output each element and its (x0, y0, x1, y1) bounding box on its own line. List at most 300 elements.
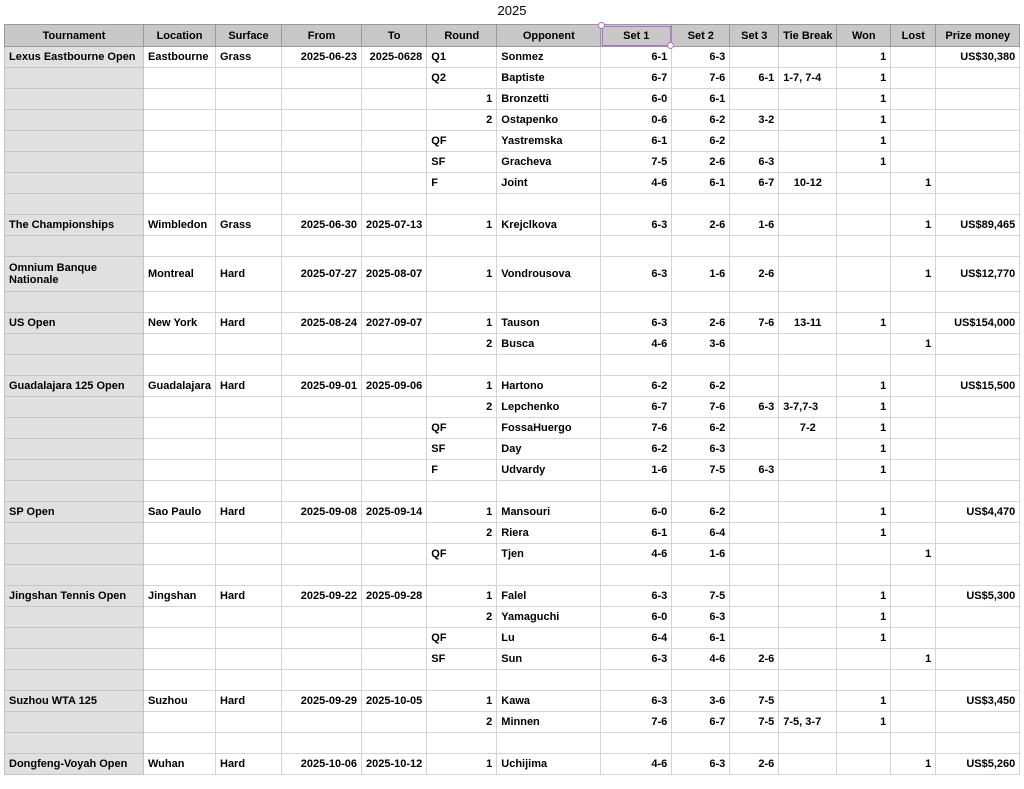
set3-cell[interactable]: 7-5 (730, 691, 779, 712)
prize-money-cell[interactable] (936, 397, 1020, 418)
location-cell[interactable]: Wimbledon (144, 215, 216, 236)
to-date-cell[interactable] (362, 649, 427, 670)
opponent-cell[interactable]: Joint (497, 173, 601, 194)
set2-cell[interactable]: 3-6 (672, 334, 730, 355)
tie-break-cell[interactable] (779, 215, 837, 236)
tournament-cell[interactable] (5, 460, 144, 481)
round-cell[interactable]: 2 (427, 523, 497, 544)
set2-cell[interactable]: 6-1 (672, 628, 730, 649)
tournament-cell[interactable] (5, 649, 144, 670)
set3-cell[interactable] (730, 607, 779, 628)
surface-cell[interactable]: Hard (216, 376, 282, 397)
opponent-cell[interactable]: Gracheva (497, 152, 601, 173)
tournament-cell[interactable] (5, 481, 144, 502)
round-cell[interactable]: QF (427, 418, 497, 439)
tournament-cell[interactable] (5, 523, 144, 544)
column-header-round[interactable]: Round (427, 25, 497, 47)
round-cell[interactable]: Q1 (427, 47, 497, 68)
set3-cell[interactable] (730, 131, 779, 152)
tournament-cell[interactable] (5, 194, 144, 215)
won-cell[interactable]: 1 (837, 152, 891, 173)
from-date-cell[interactable] (282, 355, 362, 376)
to-date-cell[interactable] (362, 110, 427, 131)
surface-cell[interactable] (216, 439, 282, 460)
opponent-cell[interactable] (497, 670, 601, 691)
from-date-cell[interactable] (282, 334, 362, 355)
won-cell[interactable]: 1 (837, 313, 891, 334)
from-date-cell[interactable] (282, 292, 362, 313)
lost-cell[interactable]: 1 (891, 754, 936, 775)
surface-cell[interactable] (216, 607, 282, 628)
tournament-cell[interactable] (5, 152, 144, 173)
prize-money-cell[interactable] (936, 628, 1020, 649)
tie-break-cell[interactable] (779, 152, 837, 173)
set2-cell[interactable]: 2-6 (672, 313, 730, 334)
to-date-cell[interactable] (362, 89, 427, 110)
set2-cell[interactable] (672, 194, 730, 215)
set1-cell[interactable]: 7-6 (601, 418, 672, 439)
set3-cell[interactable] (730, 355, 779, 376)
round-cell[interactable]: QF (427, 131, 497, 152)
column-header-tournament[interactable]: Tournament (5, 25, 144, 47)
set2-cell[interactable]: 6-3 (672, 439, 730, 460)
round-cell[interactable]: 1 (427, 376, 497, 397)
won-cell[interactable] (837, 292, 891, 313)
opponent-cell[interactable] (497, 292, 601, 313)
from-date-cell[interactable] (282, 607, 362, 628)
tournament-cell[interactable] (5, 733, 144, 754)
surface-cell[interactable]: Hard (216, 257, 282, 292)
set2-cell[interactable]: 2-6 (672, 215, 730, 236)
tournament-cell[interactable] (5, 131, 144, 152)
won-cell[interactable] (837, 544, 891, 565)
won-cell[interactable]: 1 (837, 110, 891, 131)
set1-cell[interactable]: 6-7 (601, 68, 672, 89)
to-date-cell[interactable] (362, 68, 427, 89)
tie-break-cell[interactable] (779, 460, 837, 481)
set2-cell[interactable]: 6-2 (672, 418, 730, 439)
column-header-set3[interactable]: Set 3 (730, 25, 779, 47)
prize-money-cell[interactable] (936, 334, 1020, 355)
tie-break-cell[interactable]: 7-2 (779, 418, 837, 439)
surface-cell[interactable] (216, 397, 282, 418)
from-date-cell[interactable]: 2025-08-24 (282, 313, 362, 334)
lost-cell[interactable] (891, 110, 936, 131)
set2-cell[interactable]: 7-5 (672, 586, 730, 607)
set3-cell[interactable]: 6-7 (730, 173, 779, 194)
prize-money-cell[interactable]: US$30,380 (936, 47, 1020, 68)
prize-money-cell[interactable] (936, 670, 1020, 691)
opponent-cell[interactable]: Baptiste (497, 68, 601, 89)
selection-handle-top-left[interactable] (598, 22, 605, 29)
won-cell[interactable]: 1 (837, 712, 891, 733)
from-date-cell[interactable] (282, 194, 362, 215)
prize-money-cell[interactable]: US$5,300 (936, 586, 1020, 607)
set3-cell[interactable] (730, 670, 779, 691)
lost-cell[interactable] (891, 586, 936, 607)
tournament-cell[interactable] (5, 565, 144, 586)
lost-cell[interactable] (891, 460, 936, 481)
prize-money-cell[interactable] (936, 544, 1020, 565)
lost-cell[interactable] (891, 712, 936, 733)
surface-cell[interactable] (216, 68, 282, 89)
prize-money-cell[interactable] (936, 355, 1020, 376)
lost-cell[interactable] (891, 89, 936, 110)
tournament-cell[interactable] (5, 355, 144, 376)
set3-cell[interactable] (730, 565, 779, 586)
won-cell[interactable] (837, 565, 891, 586)
surface-cell[interactable] (216, 418, 282, 439)
set2-cell[interactable]: 6-3 (672, 754, 730, 775)
round-cell[interactable]: 1 (427, 502, 497, 523)
tie-break-cell[interactable] (779, 89, 837, 110)
from-date-cell[interactable] (282, 236, 362, 257)
set2-cell[interactable]: 6-1 (672, 89, 730, 110)
location-cell[interactable] (144, 236, 216, 257)
prize-money-cell[interactable] (936, 292, 1020, 313)
surface-cell[interactable] (216, 712, 282, 733)
prize-money-cell[interactable] (936, 565, 1020, 586)
opponent-cell[interactable]: Falel (497, 586, 601, 607)
from-date-cell[interactable]: 2025-06-30 (282, 215, 362, 236)
column-header-location[interactable]: Location (144, 25, 216, 47)
set1-cell[interactable]: 4-6 (601, 754, 672, 775)
from-date-cell[interactable]: 2025-09-08 (282, 502, 362, 523)
set1-cell[interactable]: 6-1 (601, 523, 672, 544)
prize-money-cell[interactable] (936, 110, 1020, 131)
lost-cell[interactable] (891, 313, 936, 334)
from-date-cell[interactable] (282, 460, 362, 481)
from-date-cell[interactable]: 2025-09-29 (282, 691, 362, 712)
set1-cell[interactable]: 6-3 (601, 649, 672, 670)
won-cell[interactable] (837, 215, 891, 236)
location-cell[interactable] (144, 418, 216, 439)
round-cell[interactable]: 2 (427, 334, 497, 355)
tournament-cell[interactable] (5, 712, 144, 733)
set2-cell[interactable]: 2-6 (672, 152, 730, 173)
set2-cell[interactable]: 6-3 (672, 47, 730, 68)
lost-cell[interactable] (891, 565, 936, 586)
set3-cell[interactable] (730, 481, 779, 502)
won-cell[interactable] (837, 194, 891, 215)
from-date-cell[interactable]: 2025-10-06 (282, 754, 362, 775)
prize-money-cell[interactable] (936, 418, 1020, 439)
column-header-to[interactable]: To (362, 25, 427, 47)
set3-cell[interactable]: 2-6 (730, 257, 779, 292)
set3-cell[interactable] (730, 523, 779, 544)
to-date-cell[interactable]: 2027-09-07 (362, 313, 427, 334)
round-cell[interactable] (427, 565, 497, 586)
set1-cell[interactable]: 7-5 (601, 152, 672, 173)
location-cell[interactable] (144, 733, 216, 754)
won-cell[interactable]: 1 (837, 502, 891, 523)
tie-break-cell[interactable]: 1-7, 7-4 (779, 68, 837, 89)
location-cell[interactable] (144, 670, 216, 691)
surface-cell[interactable] (216, 292, 282, 313)
won-cell[interactable] (837, 334, 891, 355)
set2-cell[interactable] (672, 292, 730, 313)
prize-money-cell[interactable]: US$154,000 (936, 313, 1020, 334)
tournament-cell[interactable]: Dongfeng-Voyah Open (5, 754, 144, 775)
from-date-cell[interactable] (282, 152, 362, 173)
set3-cell[interactable] (730, 334, 779, 355)
tie-break-cell[interactable] (779, 376, 837, 397)
round-cell[interactable]: Q2 (427, 68, 497, 89)
round-cell[interactable]: SF (427, 439, 497, 460)
round-cell[interactable] (427, 292, 497, 313)
from-date-cell[interactable] (282, 712, 362, 733)
to-date-cell[interactable] (362, 670, 427, 691)
won-cell[interactable]: 1 (837, 89, 891, 110)
prize-money-cell[interactable] (936, 236, 1020, 257)
round-cell[interactable] (427, 733, 497, 754)
won-cell[interactable]: 1 (837, 439, 891, 460)
set1-cell[interactable]: 6-1 (601, 131, 672, 152)
tournament-cell[interactable]: The Championships (5, 215, 144, 236)
surface-cell[interactable]: Grass (216, 215, 282, 236)
surface-cell[interactable] (216, 565, 282, 586)
location-cell[interactable] (144, 194, 216, 215)
location-cell[interactable] (144, 607, 216, 628)
tie-break-cell[interactable] (779, 670, 837, 691)
to-date-cell[interactable] (362, 334, 427, 355)
tie-break-cell[interactable] (779, 47, 837, 68)
round-cell[interactable] (427, 481, 497, 502)
tournament-cell[interactable] (5, 439, 144, 460)
lost-cell[interactable]: 1 (891, 173, 936, 194)
set3-cell[interactable] (730, 439, 779, 460)
won-cell[interactable] (837, 670, 891, 691)
surface-cell[interactable] (216, 236, 282, 257)
to-date-cell[interactable] (362, 628, 427, 649)
from-date-cell[interactable]: 2025-09-01 (282, 376, 362, 397)
set3-cell[interactable]: 6-3 (730, 397, 779, 418)
round-cell[interactable]: QF (427, 628, 497, 649)
set3-cell[interactable] (730, 376, 779, 397)
surface-cell[interactable] (216, 670, 282, 691)
set2-cell[interactable]: 6-2 (672, 110, 730, 131)
set3-cell[interactable] (730, 236, 779, 257)
won-cell[interactable]: 1 (837, 460, 891, 481)
set2-cell[interactable]: 4-6 (672, 649, 730, 670)
from-date-cell[interactable] (282, 670, 362, 691)
set2-cell[interactable] (672, 236, 730, 257)
location-cell[interactable] (144, 89, 216, 110)
opponent-cell[interactable] (497, 355, 601, 376)
to-date-cell[interactable] (362, 194, 427, 215)
from-date-cell[interactable] (282, 628, 362, 649)
location-cell[interactable] (144, 565, 216, 586)
opponent-cell[interactable]: Minnen (497, 712, 601, 733)
lost-cell[interactable] (891, 152, 936, 173)
won-cell[interactable]: 1 (837, 47, 891, 68)
set2-cell[interactable]: 6-4 (672, 523, 730, 544)
tie-break-cell[interactable] (779, 733, 837, 754)
set2-cell[interactable]: 1-6 (672, 257, 730, 292)
surface-cell[interactable]: Hard (216, 586, 282, 607)
column-header-set1-selected[interactable] (601, 25, 672, 47)
to-date-cell[interactable] (362, 418, 427, 439)
location-cell[interactable] (144, 334, 216, 355)
tournament-cell[interactable] (5, 89, 144, 110)
column-header-tie-break[interactable]: Tie Break (779, 25, 837, 47)
set3-cell[interactable] (730, 733, 779, 754)
round-cell[interactable]: 1 (427, 89, 497, 110)
set1-cell[interactable]: 6-3 (601, 691, 672, 712)
set2-cell[interactable] (672, 481, 730, 502)
prize-money-cell[interactable]: US$4,470 (936, 502, 1020, 523)
tournament-cell[interactable]: Guadalajara 125 Open (5, 376, 144, 397)
opponent-cell[interactable]: Udvardy (497, 460, 601, 481)
set3-cell[interactable]: 6-1 (730, 68, 779, 89)
location-cell[interactable]: Montreal (144, 257, 216, 292)
lost-cell[interactable]: 1 (891, 649, 936, 670)
from-date-cell[interactable] (282, 523, 362, 544)
surface-cell[interactable] (216, 194, 282, 215)
from-date-cell[interactable] (282, 649, 362, 670)
prize-money-cell[interactable] (936, 89, 1020, 110)
set1-cell[interactable] (601, 670, 672, 691)
set3-cell[interactable] (730, 586, 779, 607)
opponent-cell[interactable]: Vondrousova (497, 257, 601, 292)
prize-money-cell[interactable] (936, 733, 1020, 754)
tournament-cell[interactable]: SP Open (5, 502, 144, 523)
set2-cell[interactable]: 7-6 (672, 397, 730, 418)
opponent-cell[interactable]: Busca (497, 334, 601, 355)
tie-break-cell[interactable] (779, 649, 837, 670)
won-cell[interactable] (837, 733, 891, 754)
tie-break-cell[interactable]: 7-5, 3-7 (779, 712, 837, 733)
tie-break-cell[interactable] (779, 691, 837, 712)
set2-cell[interactable]: 6-2 (672, 376, 730, 397)
opponent-cell[interactable]: Krejclkova (497, 215, 601, 236)
location-cell[interactable] (144, 523, 216, 544)
tie-break-cell[interactable] (779, 544, 837, 565)
tournament-cell[interactable]: Suzhou WTA 125 (5, 691, 144, 712)
won-cell[interactable]: 1 (837, 691, 891, 712)
opponent-cell[interactable]: Yamaguchi (497, 607, 601, 628)
set1-cell[interactable]: 4-6 (601, 334, 672, 355)
prize-money-cell[interactable] (936, 607, 1020, 628)
opponent-cell[interactable]: Sun (497, 649, 601, 670)
set1-cell[interactable]: 6-0 (601, 502, 672, 523)
location-cell[interactable] (144, 355, 216, 376)
won-cell[interactable]: 1 (837, 397, 891, 418)
set1-cell[interactable]: 6-3 (601, 313, 672, 334)
set3-cell[interactable]: 6-3 (730, 152, 779, 173)
won-cell[interactable]: 1 (837, 586, 891, 607)
set2-cell[interactable]: 6-7 (672, 712, 730, 733)
lost-cell[interactable] (891, 607, 936, 628)
surface-cell[interactable] (216, 628, 282, 649)
to-date-cell[interactable] (362, 481, 427, 502)
won-cell[interactable]: 1 (837, 607, 891, 628)
surface-cell[interactable] (216, 89, 282, 110)
lost-cell[interactable] (891, 481, 936, 502)
lost-cell[interactable] (891, 502, 936, 523)
won-cell[interactable] (837, 481, 891, 502)
location-cell[interactable] (144, 173, 216, 194)
round-cell[interactable]: 1 (427, 257, 497, 292)
set1-cell[interactable] (601, 355, 672, 376)
location-cell[interactable] (144, 628, 216, 649)
to-date-cell[interactable]: 2025-09-28 (362, 586, 427, 607)
lost-cell[interactable] (891, 131, 936, 152)
surface-cell[interactable] (216, 523, 282, 544)
surface-cell[interactable]: Hard (216, 754, 282, 775)
round-cell[interactable]: 1 (427, 313, 497, 334)
set1-cell[interactable] (601, 292, 672, 313)
set2-cell[interactable]: 6-2 (672, 502, 730, 523)
surface-cell[interactable] (216, 173, 282, 194)
set1-cell[interactable]: 6-4 (601, 628, 672, 649)
to-date-cell[interactable] (362, 292, 427, 313)
round-cell[interactable]: 1 (427, 215, 497, 236)
from-date-cell[interactable] (282, 89, 362, 110)
lost-cell[interactable] (891, 47, 936, 68)
set1-cell[interactable] (601, 236, 672, 257)
location-cell[interactable] (144, 712, 216, 733)
lost-cell[interactable] (891, 397, 936, 418)
set3-cell[interactable] (730, 418, 779, 439)
prize-money-cell[interactable] (936, 439, 1020, 460)
location-cell[interactable]: Suzhou (144, 691, 216, 712)
set3-cell[interactable] (730, 502, 779, 523)
prize-money-cell[interactable]: US$89,465 (936, 215, 1020, 236)
prize-money-cell[interactable] (936, 481, 1020, 502)
prize-money-cell[interactable] (936, 523, 1020, 544)
round-cell[interactable] (427, 670, 497, 691)
won-cell[interactable] (837, 355, 891, 376)
set1-cell[interactable] (601, 481, 672, 502)
location-cell[interactable] (144, 397, 216, 418)
set3-cell[interactable]: 2-6 (730, 649, 779, 670)
tournament-cell[interactable] (5, 628, 144, 649)
round-cell[interactable]: 2 (427, 110, 497, 131)
lost-cell[interactable]: 1 (891, 257, 936, 292)
to-date-cell[interactable]: 2025-09-14 (362, 502, 427, 523)
won-cell[interactable] (837, 173, 891, 194)
location-cell[interactable] (144, 460, 216, 481)
surface-cell[interactable] (216, 733, 282, 754)
lost-cell[interactable] (891, 355, 936, 376)
tie-break-cell[interactable] (779, 481, 837, 502)
to-date-cell[interactable] (362, 152, 427, 173)
lost-cell[interactable] (891, 439, 936, 460)
opponent-cell[interactable]: Riera (497, 523, 601, 544)
tie-break-cell[interactable] (779, 257, 837, 292)
lost-cell[interactable] (891, 376, 936, 397)
set1-cell[interactable]: 4-6 (601, 544, 672, 565)
prize-money-cell[interactable] (936, 152, 1020, 173)
round-cell[interactable] (427, 236, 497, 257)
set1-cell[interactable] (601, 194, 672, 215)
set1-cell[interactable]: 7-6 (601, 712, 672, 733)
surface-cell[interactable] (216, 460, 282, 481)
to-date-cell[interactable]: 2025-09-06 (362, 376, 427, 397)
set2-cell[interactable]: 6-3 (672, 607, 730, 628)
won-cell[interactable] (837, 236, 891, 257)
to-date-cell[interactable] (362, 173, 427, 194)
set2-cell[interactable]: 6-2 (672, 131, 730, 152)
opponent-cell[interactable] (497, 565, 601, 586)
from-date-cell[interactable] (282, 110, 362, 131)
tie-break-cell[interactable] (779, 334, 837, 355)
prize-money-cell[interactable] (936, 173, 1020, 194)
opponent-cell[interactable]: Tauson (497, 313, 601, 334)
set1-cell[interactable]: 6-0 (601, 607, 672, 628)
set2-cell[interactable] (672, 565, 730, 586)
